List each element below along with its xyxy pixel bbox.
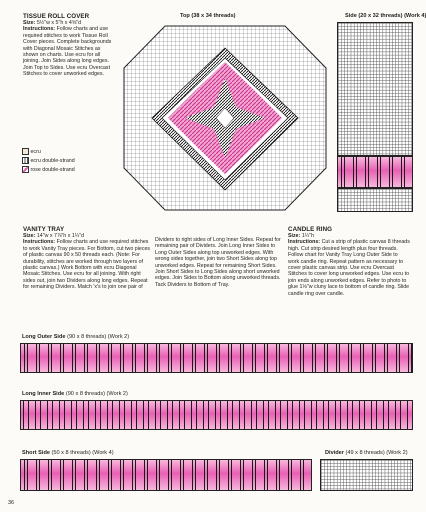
- key-label-rose-double: rose double-strand: [30, 167, 75, 173]
- side-chart-title: Side (20 x 32 threads) (Work 4): [345, 13, 426, 19]
- long-outer-side-chart: [20, 343, 413, 373]
- short-side-chart: [20, 459, 312, 491]
- tissue-size-label: Size:: [23, 20, 36, 26]
- divider-name: Divider: [325, 450, 344, 456]
- tissue-instr-label: Instructions:: [23, 26, 56, 33]
- candle-body: [288, 233, 410, 297]
- divider-dims: (49 x 8 threads) (Work 2): [345, 450, 408, 456]
- vanity-size: 14"w x 7⅞"h x 1¼"d: [36, 233, 85, 239]
- long-outer-dims: (90 x 8 threads) (Work 2): [67, 334, 130, 340]
- swatch-ecru: [22, 148, 29, 155]
- divider-chart: [320, 459, 413, 491]
- long-outer-name: Long Outer Side: [22, 334, 66, 340]
- top-chart-title: Top (38 x 34 threads): [180, 13, 236, 19]
- short-side-name: Short Side: [22, 450, 50, 456]
- short-side-title: [22, 450, 114, 456]
- vanity-size-label: Size:: [23, 233, 36, 239]
- key-row-ecru-double: [22, 157, 75, 166]
- page-number: 36: [8, 500, 15, 506]
- side-chart-pattern-band: [337, 156, 413, 188]
- key-label-ecru-double: ecru double-strand: [30, 158, 75, 164]
- tissue-title: TISSUE ROLL COVER: [23, 13, 90, 20]
- long-inner-title: [22, 391, 128, 397]
- swatch-rose-double: [22, 166, 29, 173]
- candle-instr-label: Instructions:: [288, 239, 321, 246]
- color-key: [22, 148, 75, 175]
- tissue-body: [23, 20, 115, 78]
- side-chart-grid-bottom: [337, 188, 413, 212]
- top-chart: [120, 22, 330, 214]
- key-row-rose-double: [22, 166, 75, 175]
- key-row-ecru: [22, 148, 75, 157]
- vanity-instructions: Follow charts and use required stitches to work Vanity Tray pieces. For Bottom, cut two pieces of plastic canvas 90 x 50 threads each. (Note: For durability, stitches are worked through two layers of plastic canvas.) Work Bottom with ecru Diagonal Mosaic Stitches. Use ecru for all joining. With right sides out, join two Dividers along long edges. Repeat for remaining Dividers. Match 'x's to join one pair of: [23, 239, 151, 291]
- long-inner-side-chart: [20, 400, 413, 430]
- long-outer-title: [22, 334, 129, 340]
- long-inner-name: Long Inner Side: [22, 391, 65, 397]
- key-label-ecru: ecru: [30, 149, 41, 155]
- candle-size: 1¼"h: [301, 233, 315, 239]
- vanity-instr-label: Instructions:: [23, 239, 56, 246]
- side-chart-grid: [337, 22, 413, 156]
- swatch-ecru-double: [22, 157, 29, 164]
- tissue-instructions: Follow charts and use required stitches to work Tissue Roll Cover pieces. Complete backgrounds with Diagonal Mosaic Stitches as shown on charts. Use ecru for all joining. Join Sides along long edges. Join Top to Sides. Use ecru Overcast Stitches to cover unworked edges.: [23, 26, 112, 78]
- long-inner-dims: (90 x 8 threads) (Work 2): [65, 391, 128, 397]
- short-side-dims: (50 x 8 threads) (Work 4): [51, 450, 114, 456]
- vanity-title: VANITY TRAY: [23, 226, 65, 233]
- tissue-size: 5½"w x 5"h x 4⅝"d: [36, 20, 82, 26]
- vanity-body-continued: Dividers to right sides of Long Inner Sides. Repeat for remaining pair of Dividers. Join Long Inner Sides to Long Outer Sides along top unworked edges. With wrong sides together, join two Short Sides along top unworked edges. Repeat for remaining Short Sides. Join Short Sides to Long Sides along short unworked edges. Join Sides to Bottom along unworked threads. Tack Dividers to Bottom of Tray.: [155, 237, 281, 288]
- divider-title: [325, 450, 408, 456]
- candle-size-label: Size:: [288, 233, 301, 239]
- candle-title: CANDLE RING: [288, 226, 333, 233]
- candle-instructions: Cut a strip of plastic canvas 8 threads high. Cut strip desired length plus four threads. Follow chart for Vanity Tray Long Outer Side to work candle ring. Repeat pattern as necessary to cover plastic canvas strip. Use ecru Overcast Stitches to cover long unworked edges. Use ecru to join ends along unworked edges. Refer to photo to glue 1⅛"w cluny lace to bottom of candle ring. Slide candle ring over candle.: [288, 239, 410, 297]
- top-chart-graphic: [120, 22, 330, 214]
- vanity-body: [23, 233, 151, 291]
